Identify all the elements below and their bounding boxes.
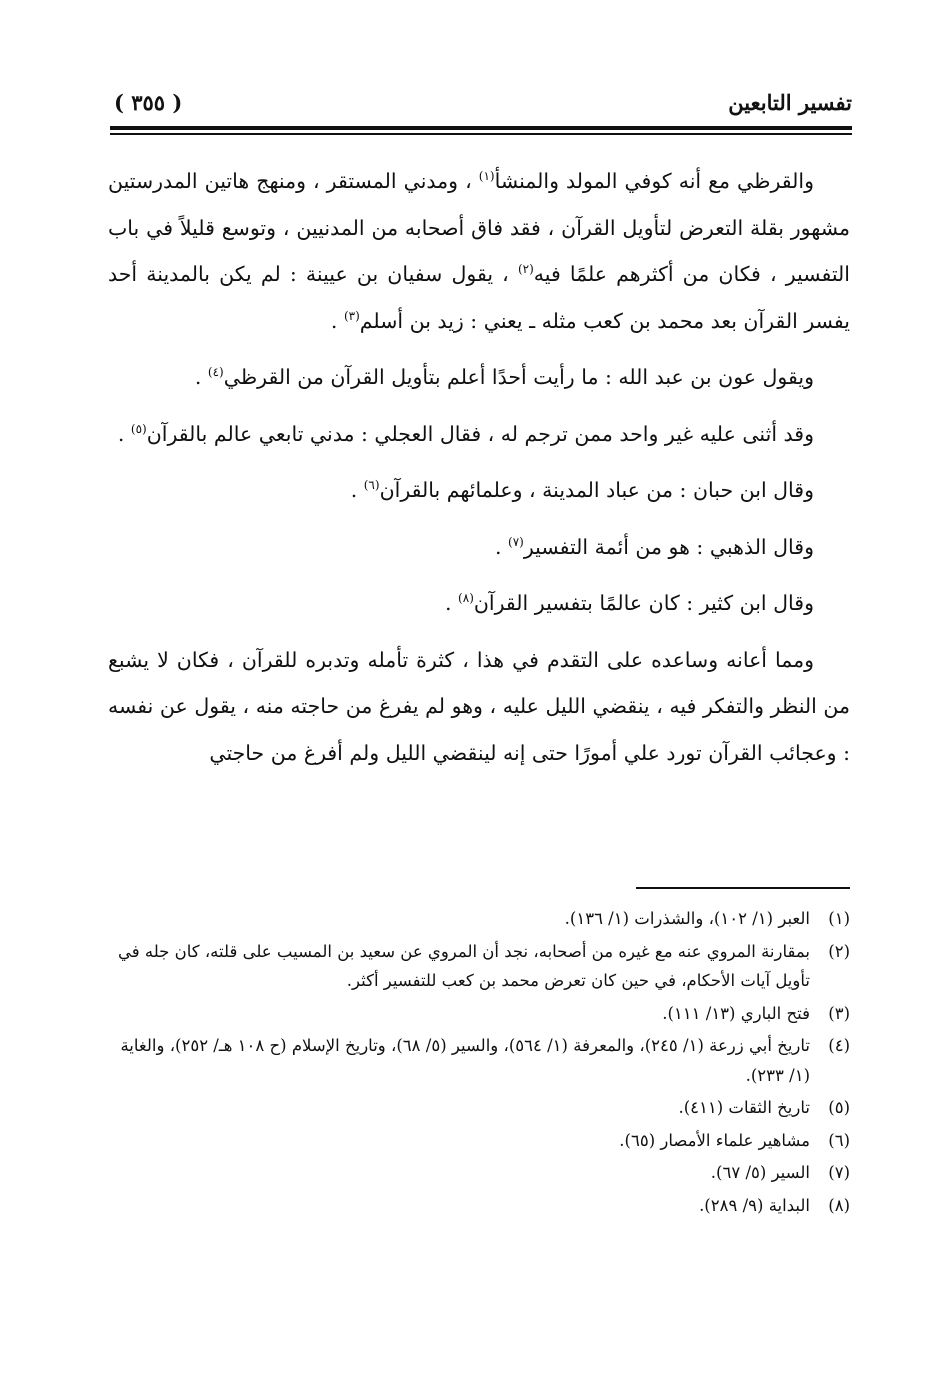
paragraph-1 (108, 158, 850, 344)
page-number: ( ٣٥٥ ) (114, 90, 183, 115)
header-rule-thin (110, 133, 852, 135)
footnote-text: تاريخ الثقات (٤١١). (678, 1098, 810, 1117)
paragraph-3 (108, 411, 850, 458)
footnotes (108, 904, 850, 1223)
paragraph-text: وقال ابن حبان : من عباد المدينة ، وعلمائهم بالقرآن (379, 478, 814, 502)
footnote-marker: (٣) (343, 308, 360, 323)
paragraph-7 (108, 637, 850, 777)
paragraph-text: وقد أثنى عليه غير واحد ممن ترجم له ، فقال العجلي : مدني تابعي عالم بالقرآن (146, 421, 814, 446)
footnote-text: العبر (١/ ١٠٢)، والشذرات (١/ ١٣٦). (564, 909, 810, 928)
paragraph-text: . (117, 421, 131, 446)
footnote-number: (٨) (828, 1195, 850, 1215)
footnote-marker: (٦) (363, 478, 380, 493)
footnote-number: (٢) (828, 941, 850, 961)
paragraph-text: وقال الذهبي : هو من أئمة التفسير (523, 534, 814, 559)
footnote-marker: (٤) (207, 365, 224, 380)
footnote-marker: (٧) (508, 534, 524, 549)
footnote-3 (108, 999, 850, 1029)
footnote-text: مشاهير علماء الأمصار (٦٥). (619, 1130, 810, 1150)
footnote-marker: (٥) (130, 421, 147, 436)
paragraph-2 (108, 354, 850, 401)
paragraph-text: ، ومدني المستقر ، ومنهج هاتين المدرستين مشهور بقلة التعرض لتأويل القرآن ، فقد فاق أصحابه من المدنيين ، وتوسع قليلاً في باب التفسير ، فكان من أكثرهم علمًا فيه (108, 169, 850, 286)
footnote-text: تاريخ أبي زرعة (١/ ٢٤٥)، والمعرفة (١/ ٥٦٤)، والسير (٥/ ٦٨)، وتاريخ الإسلام (ح ١٠٨ هـ/ ٢٥٢)، والغاية (١/ ٢٣٣). (120, 1036, 810, 1085)
footnote-text: فتح الباري (١٣/ ١١١). (662, 1003, 810, 1023)
paragraph-5 (108, 524, 850, 571)
main-text (108, 158, 850, 776)
paragraph-text: ومما أعانه وساعده على التقدم في هذا ، كثرة تأمله وتدبره للقرآن ، فكان لا يشبع من النظر والتفكر فيه ، ينقضي الليل عليه ، وهو لم يفرغ من حاجته منه ، يقول عن نفسه : وعجائب القرآن تورد علي أمورًا حتى إنه لينقضي الليل ولم أفرغ من حاجتي (108, 647, 850, 765)
footnote-marker: (١) (478, 169, 495, 184)
footnote-text: بمقارنة المروي عنه مع غيره من أصحابه، نجد أن المروي عن سعيد بن المسيب على قلته، كان جله في تأويل آيات الأحكام، في حين كان تعرض محمد بن كعب للتفسير أكثر. (117, 941, 810, 990)
paragraph-text: ويقول عون بن عبد الله : ما رأيت أحدًا أعلم بتأويل القرآن من القرظي (223, 365, 814, 389)
footnote-6 (108, 1126, 850, 1156)
running-title: تفسير التابعين (728, 90, 852, 115)
page-header (110, 86, 852, 118)
footnote-number: (٥) (828, 1098, 850, 1117)
footnote-marker: (٢) (517, 262, 534, 277)
footnote-text: البداية (٩/ ٢٨٩). (699, 1195, 810, 1215)
paragraph-4 (108, 467, 850, 514)
paragraph-text: وقال ابن كثير : كان عالمًا بتفسير القرآن (473, 591, 814, 615)
header-rule-thick (110, 126, 852, 130)
footnote-text: السير (٥/ ٦٧). (710, 1163, 810, 1182)
footnote-1 (108, 904, 850, 934)
footnote-number: (٤) (828, 1036, 850, 1055)
footnote-number: (٧) (828, 1163, 850, 1182)
footnote-5 (108, 1093, 850, 1123)
paragraph-text: . (350, 478, 364, 502)
footnote-7 (108, 1158, 850, 1188)
footnote-marker: (٨) (458, 591, 474, 606)
footnote-4 (108, 1031, 850, 1090)
paragraph-text: . (330, 308, 344, 333)
paragraph-text: ، يقول سفيان بن عيينة : لم يكن بالمدينة أحد يفسر القرآن بعد محمد بن كعب مثله ـ يعني : زيد بن أسلم (108, 262, 850, 333)
paragraph-text: . (494, 534, 509, 559)
footnote-separator (636, 887, 850, 889)
footnote-number: (٣) (828, 1003, 850, 1023)
paragraph-6 (108, 580, 850, 627)
footnote-8 (108, 1191, 850, 1221)
paragraph-text: . (194, 365, 208, 389)
footnote-number: (١) (828, 909, 850, 928)
paragraph-text: والقرظي مع أنه كوفي المولد والمنشأ (494, 169, 814, 193)
paragraph-text: . (445, 591, 459, 615)
footnote-number: (٦) (828, 1130, 850, 1150)
footnote-2 (108, 937, 850, 996)
